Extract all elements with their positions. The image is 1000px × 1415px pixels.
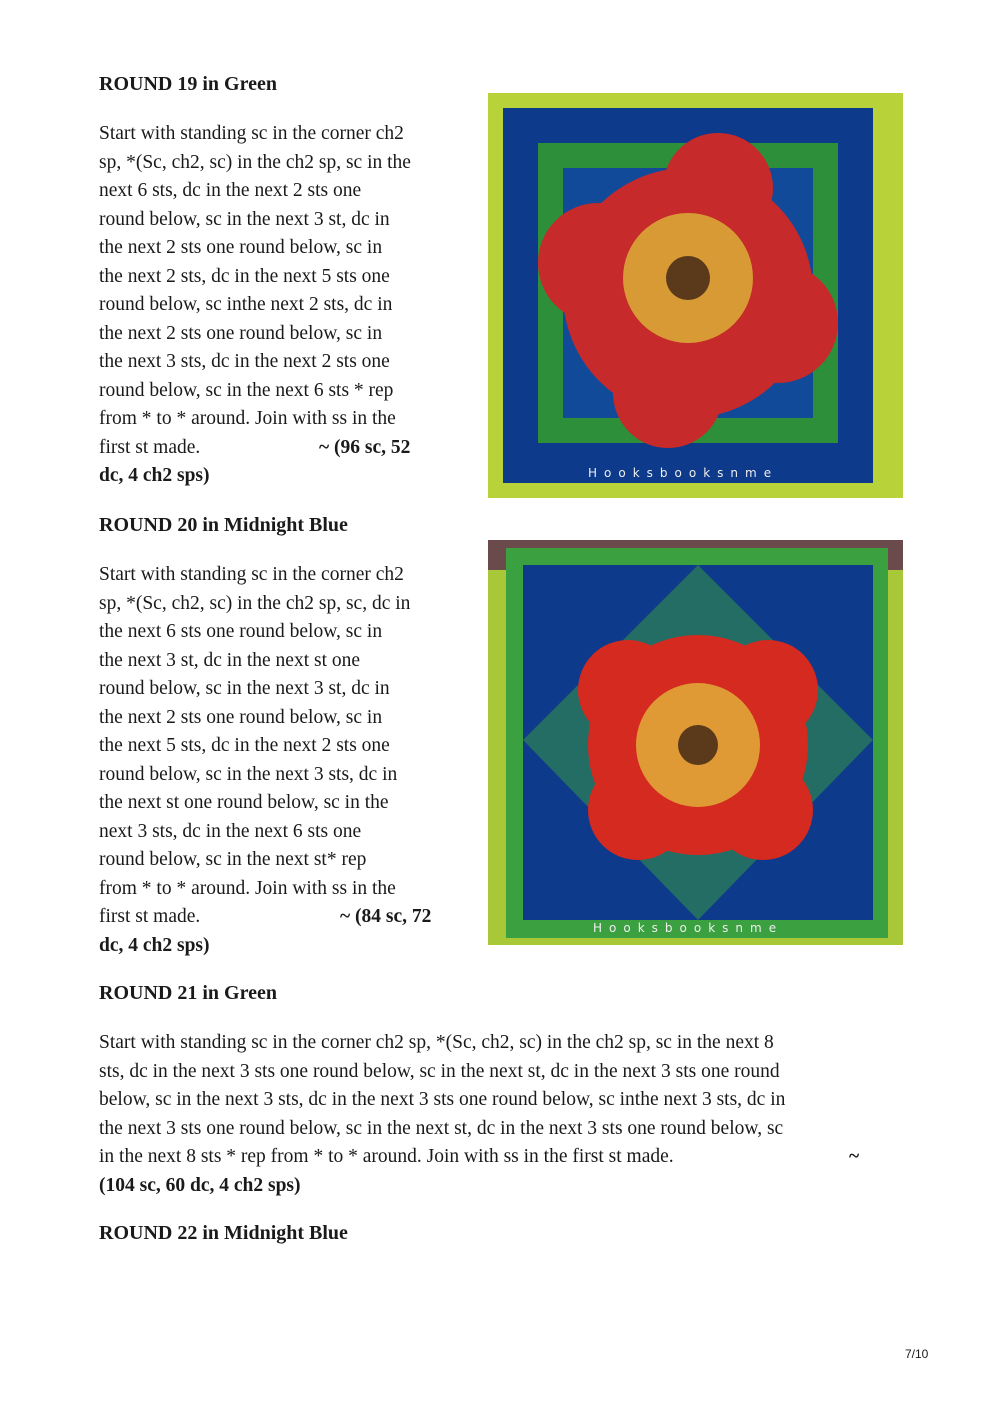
- page-number: 7/10: [905, 1347, 929, 1361]
- text-line: the next st one round below, sc in the: [99, 792, 389, 813]
- text-line: from * to * around. Join with ss in the: [99, 877, 396, 899]
- text-line: sts, dc in the next 3 sts one round below, sc in the next st, dc in the next 3 sts one round: [99, 1060, 780, 1082]
- text-line: Start with standing sc in the corner ch2: [99, 123, 404, 144]
- round-20-instructions: [99, 561, 469, 960]
- text-line: round below, sc inthe next 2 sts, dc in: [99, 294, 393, 315]
- text-line: the next 2 sts one round below, sc in: [99, 706, 383, 728]
- round-22-heading: ROUND 22 in Midnight Blue: [99, 1222, 348, 1244]
- text-line: the next 2 sts, dc in the next 5 sts one: [99, 265, 390, 287]
- text-line: next 6 sts, dc in the next 2 sts one: [99, 180, 362, 201]
- text-fragment: first st made.: [99, 436, 201, 458]
- text-line: Start with standing sc in the corner ch2 sp, *(Sc, ch2, sc) in the ch2 sp, sc in the next 8: [99, 1032, 774, 1053]
- watermark: Hooksbooksnme: [588, 466, 779, 480]
- text-line: the next 3 sts, dc in the next 2 sts one: [99, 351, 390, 372]
- round-19-heading: ROUND 19 in Green: [99, 73, 277, 95]
- text-line: Start with standing sc in the corner ch2: [99, 564, 404, 585]
- text-fragment: in the next 8 sts * rep from * to * around. Join with ss in the first st made.: [99, 1146, 674, 1167]
- text-fragment: first st made.: [99, 906, 201, 927]
- text-line: [99, 1143, 919, 1172]
- text-line: round below, sc in the next 3 sts, dc in: [99, 763, 398, 785]
- text-line: the next 3 st, dc in the next st one: [99, 649, 361, 671]
- watermark: Hooksbooksnme: [593, 921, 784, 935]
- text-line: the next 2 sts one round below, sc in: [99, 237, 383, 258]
- text-line: next 3 sts, dc in the next 6 sts one: [99, 820, 362, 842]
- text-line: round below, sc in the next 3 st, dc in: [99, 678, 390, 699]
- text-line: [99, 903, 469, 932]
- text-line: the next 5 sts, dc in the next 2 sts one: [99, 735, 390, 756]
- text-line: the next 6 sts one round below, sc in: [99, 621, 383, 642]
- text-line: sp, *(Sc, ch2, sc) in the ch2 sp, sc in the: [99, 151, 411, 173]
- text-line: the next 3 sts one round below, sc in the next st, dc in the next 3 sts one round below, sc: [99, 1117, 784, 1139]
- text-line: round below, sc in the next st* rep: [99, 849, 367, 870]
- round-21-heading: ROUND 21 in Green: [99, 982, 277, 1004]
- round-19-instructions: [99, 120, 469, 491]
- text-line: from * to * around. Join with ss in the: [99, 408, 396, 429]
- text-line: the next 2 sts one round below, sc in: [99, 322, 383, 344]
- stitch-count: ~ (96 sc, 52: [319, 436, 411, 458]
- text-line: round below, sc in the next 3 st, dc in: [99, 208, 390, 230]
- round-20-photo: [488, 540, 903, 945]
- round-21-instructions: [99, 1029, 919, 1200]
- text-line: below, sc in the next 3 sts, dc in the next 3 sts one round below, sc inthe next 3 sts, dc in: [99, 1089, 786, 1110]
- text-line: [99, 434, 469, 463]
- stitch-count: dc, 4 ch2 sps): [99, 934, 210, 956]
- stitch-count: dc, 4 ch2 sps): [99, 465, 210, 486]
- round-19-photo: [488, 93, 903, 498]
- text-line: sp, *(Sc, ch2, sc) in the ch2 sp, sc, dc in: [99, 592, 411, 614]
- stitch-count: ~ (84 sc, 72: [340, 906, 432, 927]
- tilde: ~: [849, 1146, 860, 1167]
- stitch-count: (104 sc, 60 dc, 4 ch2 sps): [99, 1174, 301, 1196]
- text-line: round below, sc in the next 6 sts * rep: [99, 379, 394, 401]
- round-20-heading: ROUND 20 in Midnight Blue: [99, 514, 348, 536]
